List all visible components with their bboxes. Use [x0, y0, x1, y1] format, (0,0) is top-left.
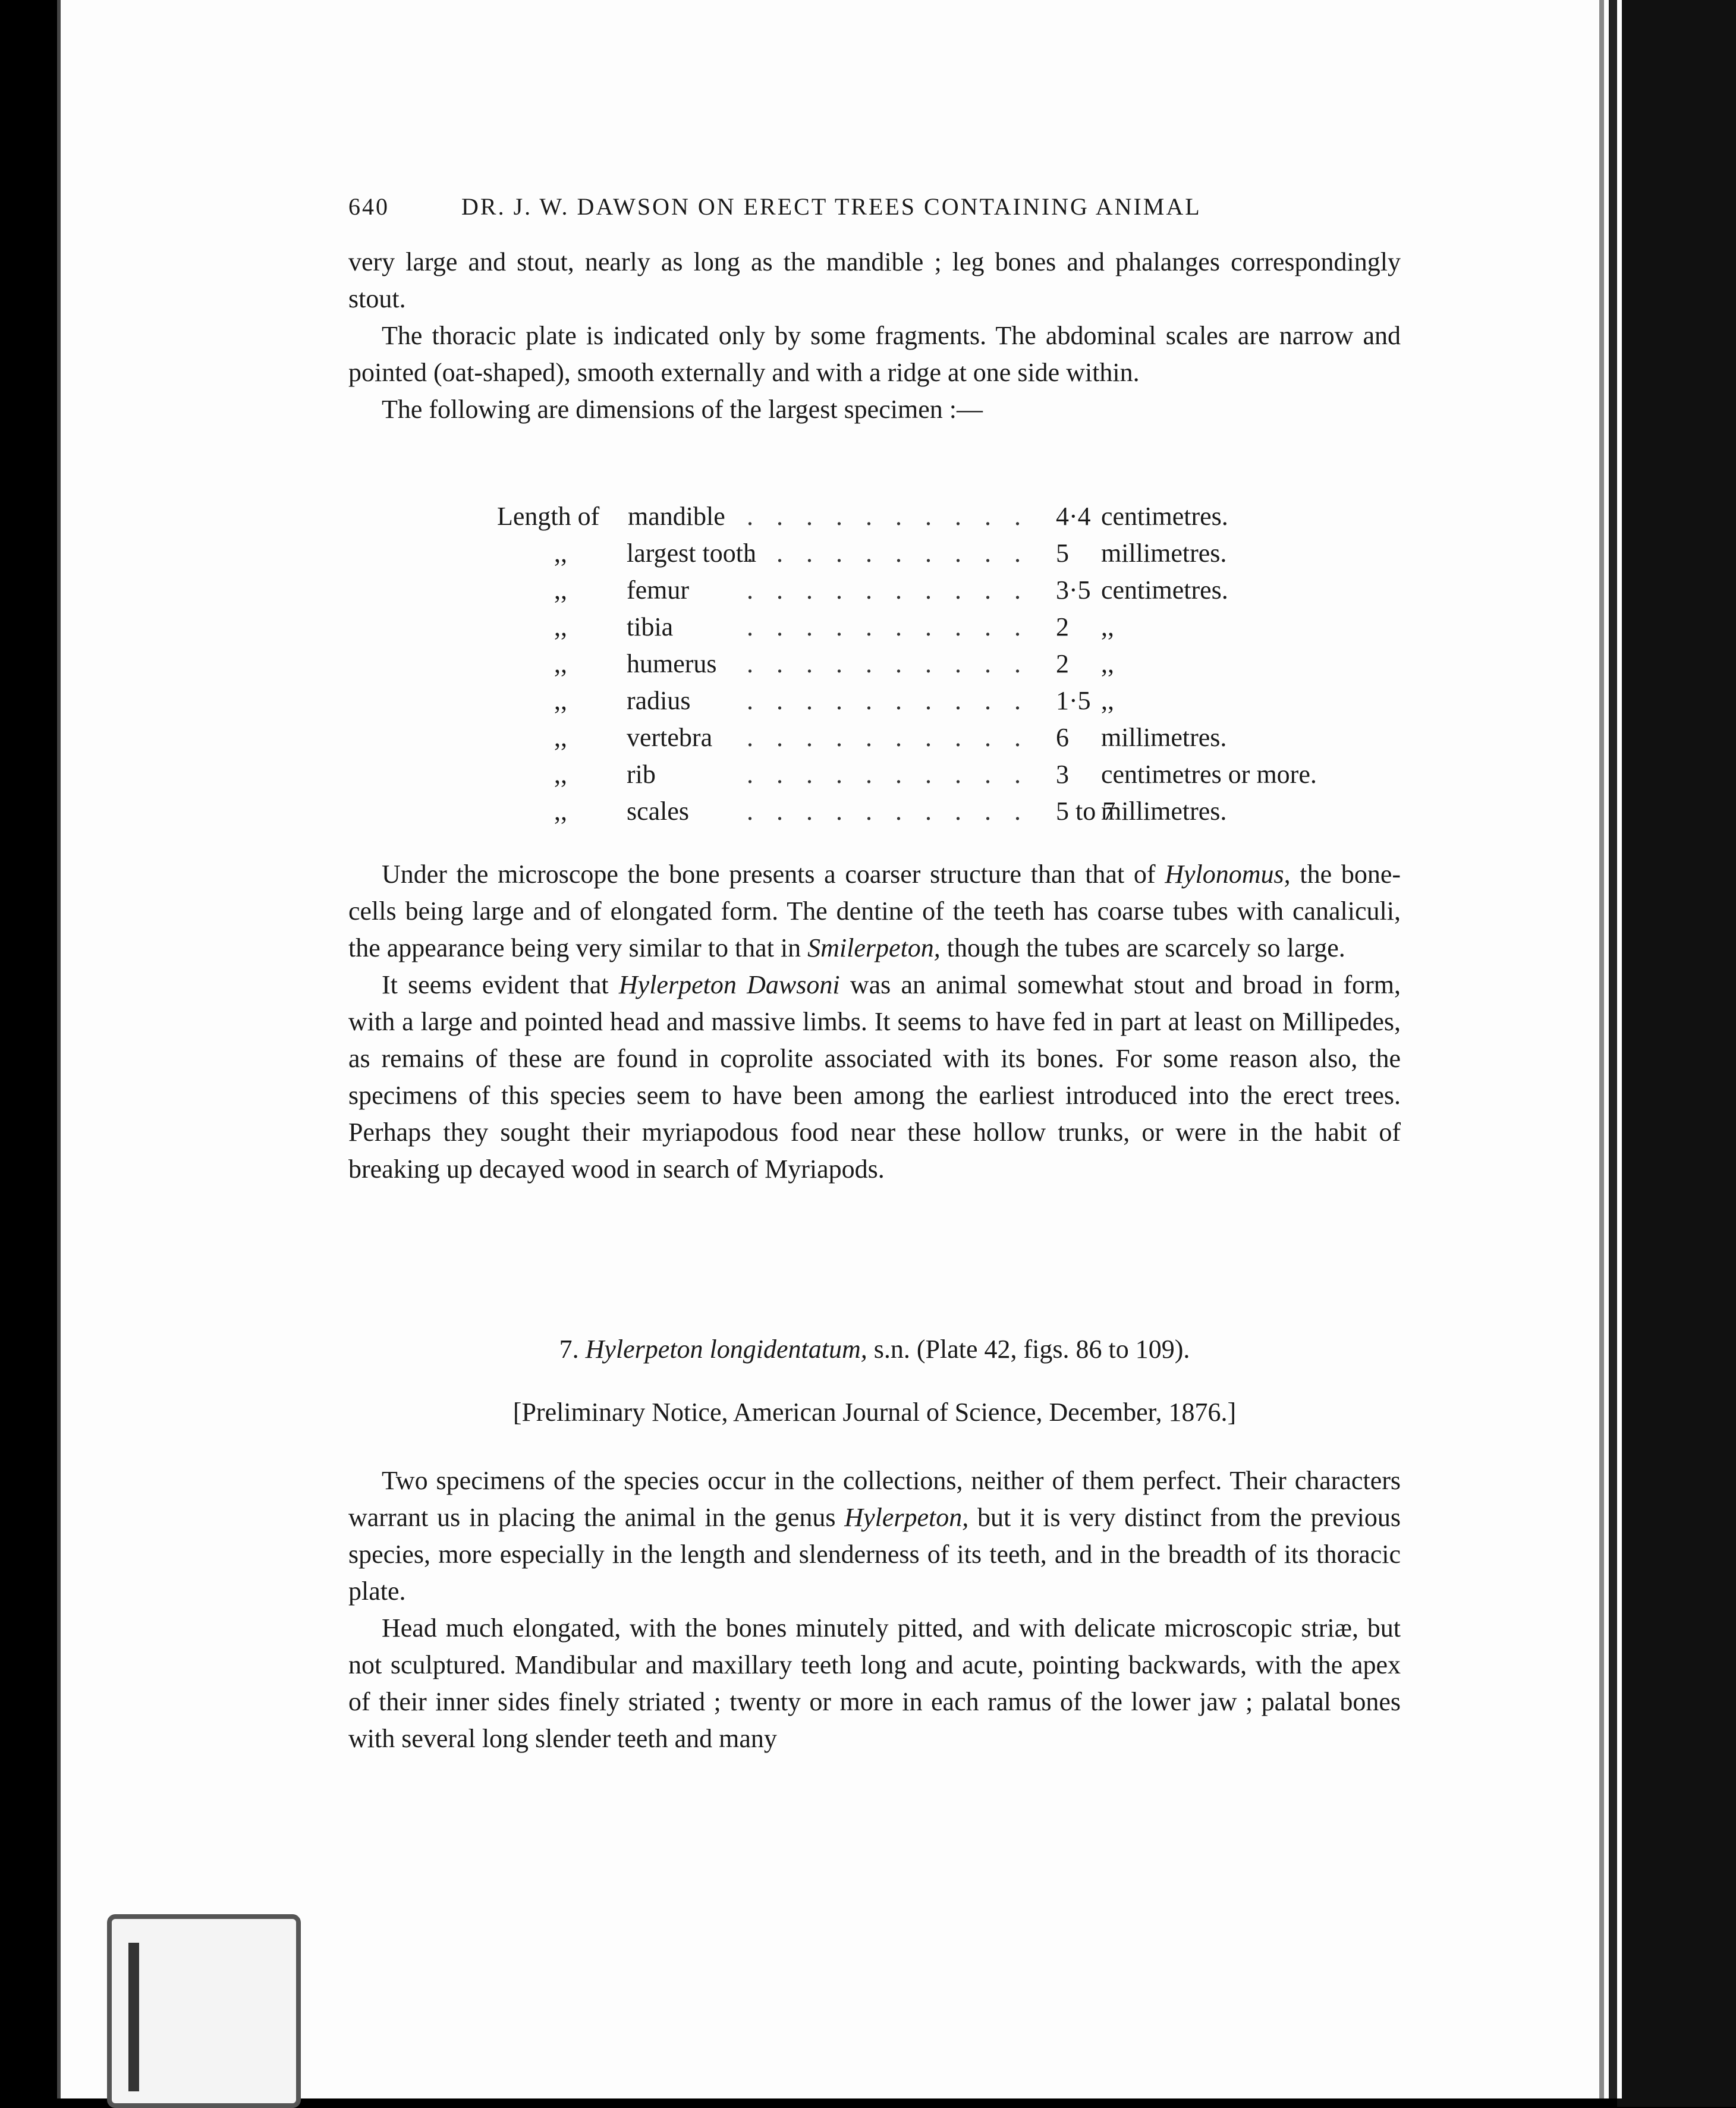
paragraph-head-description: Head much elongated, with the bones minutely pitted, and with delicate microscopic striæ, but not sculptured. Mandibular and maxillary teeth long and acute, pointing backwards, with the apex of their inner sides finely striated ; twenty or more in each ramus of the lower jaw ; palatal bones with several long slender teeth and many — [348, 1613, 1401, 1753]
leader-dots: . . . . . . . . . . — [747, 612, 1029, 641]
ditto-mark: ,, — [554, 649, 567, 678]
leader-dots: . . . . . . . . . . — [747, 760, 1029, 789]
dimension-row — [497, 719, 1389, 756]
dimension-value: 4·4 — [1056, 502, 1091, 531]
dimension-unit: ,, — [1101, 686, 1114, 715]
dimension-row — [497, 572, 1389, 609]
dimension-value: 2 — [1056, 612, 1069, 641]
scan-border-right — [1617, 0, 1736, 2107]
running-head — [348, 193, 1264, 221]
ditto-mark: ,, — [554, 539, 567, 568]
dimension-part: scales — [627, 797, 690, 826]
dimension-row — [497, 498, 1389, 535]
paragraph-microscope: Under the microscope the bone presents a coarser structure than that of Hylonomus, the bone-cells being large and of elongated form. The dentine of the teeth has coarse tubes with canaliculi, the appearance being very similar to that in Smilerpeton, though the tubes are scarcely so large. — [348, 860, 1401, 962]
page-number: 640 — [348, 193, 389, 220]
leader-dots: . . . . . . . . . . — [747, 797, 1029, 826]
taxon-name: Hylerpeton, — [844, 1503, 969, 1532]
taxon-name: Hylerpeton Dawsoni — [618, 970, 840, 999]
dimensions-table — [497, 498, 1389, 830]
paragraph-dimensions-intro: The following are dimensions of the largest specimen :— — [382, 395, 983, 424]
dimension-part: humerus — [627, 649, 717, 678]
running-title: DR. J. W. DAWSON ON ERECT TREES CONTAINING ANIMAL — [461, 193, 1202, 220]
page-clip-bar — [128, 1943, 139, 2091]
body-text-top — [348, 244, 1401, 428]
paragraph-specimens: Two specimens of the species occur in the collections, neither of them perfect. Their characters warrant us in placing the animal in the genus Hylerpeton, but it is very distinct from the previous species, more especially in the length and slenderness of its teeth, and in the breadth of its thoracic plate. — [348, 1466, 1401, 1606]
body-text-bottom — [348, 1462, 1401, 1757]
book-spine — [1609, 0, 1617, 2098]
paragraph-conclusion: It seems evident that Hylerpeton Dawsoni was an animal somewhat stout and broad in form, with a large and pointed head and massive limbs. It seems to have fed in part at least on Millipedes, as remains of these are found in coprolite associated with its bones. For some reason also, the specimens of this species seem to have been among the earliest introduced into the erect trees. Perhaps they sought their myriapodous food near these hollow trunks, or were in the habit of breaking up decayed wood in search of Myriapods. — [348, 970, 1401, 1184]
dimension-part: tibia — [627, 612, 674, 641]
dimension-part: rib — [627, 760, 656, 789]
dimension-value: 3·5 — [1056, 575, 1091, 605]
dimension-unit: millimetres. — [1101, 539, 1227, 568]
dimension-part: radius — [627, 686, 691, 715]
dimension-value: 1·5 — [1056, 686, 1091, 715]
dimension-part: mandible — [628, 502, 725, 531]
dimension-part: largest tooth — [627, 539, 756, 568]
ditto-mark: ,, — [554, 612, 567, 641]
dimension-unit: millimetres. — [1101, 797, 1227, 826]
dimension-unit: millimetres. — [1101, 723, 1227, 752]
dimension-unit: centimetres. — [1101, 575, 1228, 605]
dimension-value: 2 — [1056, 649, 1069, 678]
dimension-value: 5 to 7 — [1056, 797, 1116, 826]
dimension-row — [497, 535, 1389, 572]
paragraph-continued: very large and stout, nearly as long as the mandible ; leg bones and phalanges correspondingly stout. — [348, 247, 1401, 313]
page-clip — [107, 1914, 301, 2108]
leader-dots: . . . . . . . . . . — [747, 502, 1029, 531]
dimension-part: vertebra — [627, 723, 713, 752]
ditto-mark: ,, — [554, 797, 567, 826]
paragraph-thoracic-plate: The thoracic plate is indicated only by some fragments. The abdominal scales are narrow and pointed (oat-shaped), smooth externally and with a ridge at one side within. — [348, 321, 1401, 387]
taxon-name: Smilerpeton, — [807, 933, 941, 962]
preliminary-notice: [Preliminary Notice, American Journal of Science, December, 1876.] — [512, 1398, 1237, 1427]
leader-dots: . . . . . . . . . . — [747, 723, 1029, 752]
dimension-value: 3 — [1056, 760, 1069, 789]
dimension-unit: centimetres or more. — [1101, 760, 1317, 789]
dimension-row — [497, 682, 1389, 719]
page-edge — [1599, 0, 1604, 2098]
dimension-unit: ,, — [1101, 649, 1114, 678]
dimension-value: 5 — [1056, 539, 1069, 568]
taxon-name: Hylonomus, — [1165, 860, 1291, 889]
dimension-unit: centimetres. — [1101, 502, 1228, 531]
ditto-mark: ,, — [554, 723, 567, 752]
section-heading: 7. Hylerpeton longidentatum, s.n. (Plate 42, figs. 86 to 109). — [559, 1335, 1190, 1364]
dimension-lead: Length of — [497, 502, 600, 531]
leader-dots: . . . . . . . . . . — [747, 649, 1029, 678]
dimension-value: 6 — [1056, 723, 1069, 752]
dimension-row — [497, 646, 1389, 682]
leader-dots: . . . . . . . . . . — [747, 575, 1029, 605]
dimension-unit: ,, — [1101, 612, 1114, 641]
dimension-part: femur — [627, 575, 690, 605]
ditto-mark: ,, — [554, 760, 567, 789]
dimension-row — [497, 756, 1389, 793]
species-name: Hylerpeton longidentatum, — [585, 1335, 867, 1364]
dimension-row — [497, 609, 1389, 646]
dimension-row — [497, 793, 1389, 830]
body-text-middle — [348, 856, 1401, 1188]
ditto-mark: ,, — [554, 686, 567, 715]
leader-dots: . . . . . . . . . . — [747, 686, 1029, 715]
leader-dots: . . . . . . . . . . — [747, 539, 1029, 568]
ditto-mark: ,, — [554, 575, 567, 605]
